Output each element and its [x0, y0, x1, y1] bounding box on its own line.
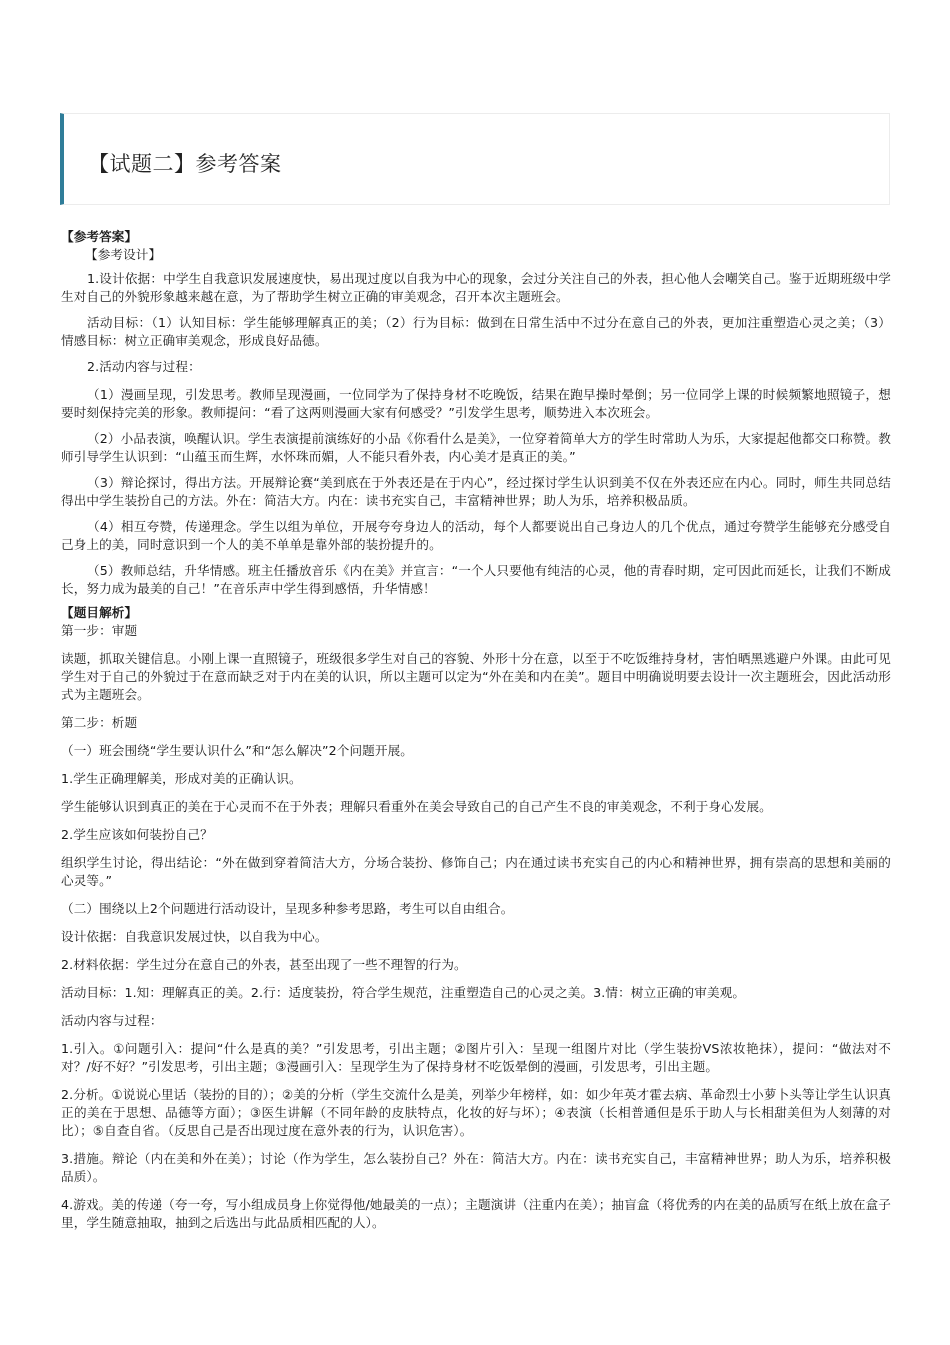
analysis-paragraph: 2.学生应该如何装扮自己？	[61, 827, 213, 842]
analysis-paragraph: 读题，抓取关键信息。小刚上课一直照镜子，班级很多学生对自己的容貌、外形十分在意，以至于不吃饭维持身材，害怕晒黑逃避户外课。由此可见学生对于自己的外貌过于在意而缺乏对于内在美的认识，所以主题可以定为“外在美和内在美”。题目中明确说明要去设计一次主题班会，因此活动形式为主题班会。	[61, 651, 891, 702]
analysis-paragraph: 3.措施。辩论（内在美和外在美）；讨论（作为学生，怎么装扮自己？外在：简洁大方。内在：读书充实自己，丰富精神世界；助人为乐，培养积极品质）。	[61, 1151, 891, 1184]
analysis-paragraph: 活动目标：1.知：理解真正的美。2.行：适度装扮，符合学生规范，注重塑造自己的心灵之美。3.情：树立正确的审美观。	[61, 985, 746, 1000]
answer-paragraph: （1）漫画呈现，引发思考。教师呈现漫画，一位同学为了保持身材不吃晚饭，结果在跑早操时晕倒；另一位同学上课的时候频繁地照镜子，想要时刻保持完美的形象。教师提问：“看了这两则漫画大家有何感受？”引发学生思考，顺势进入本次班会。	[61, 387, 891, 420]
analysis-paragraph: 活动内容与过程：	[61, 1013, 163, 1028]
analysis-paragraph: 4.游戏。美的传递（夸一夸，写小组成员身上你觉得他/她最美的一点）；主题演讲（注重内在美）；抽盲盒（将优秀的内在美的品质写在纸上放在盒子里，学生随意抽取，抽到之后选出与此品质相匹配的人）。	[61, 1197, 891, 1230]
analysis-paragraph: 第一步：审题	[61, 623, 138, 638]
analysis-paragraph: 设计依据：自我意识发展过快，以自我为中心。	[61, 929, 328, 944]
analysis-paragraph: 组织学生讨论，得出结论：“外在做到穿着简洁大方，分场合装扮、修饰自己；内在通过读书充实自己的内心和精神世界，拥有崇高的思想和美丽的心灵等。”	[61, 855, 891, 888]
page-title: 【试题二】参考答案	[88, 152, 282, 176]
answer-paragraph: （4）相互夸赞，传递理念。学生以组为单位，开展夸夸身边人的活动，每个人都要说出自己身边人的几个优点，通过夸赞学生能够充分感受自己身上的美，同时意识到一个人的美不单单是靠外部的装扮提升的。	[61, 519, 891, 552]
answer-paragraph: （5）教师总结，升华情感。班主任播放音乐《内在美》并宣言：“一个人只要他有纯洁的心灵，他的青春时期，定可因此而延长，让我们不断成长，努力成为最美的自己！”在音乐声中学生得到感悟，升华情感！	[61, 563, 891, 596]
analysis-paragraph: 学生能够认识到真正的美在于心灵而不在于外表；理解只看重外在美会导致自己的自己产生不良的审美观念，不利于身心发展。	[61, 799, 772, 814]
answer-subheading: 【参考设计】	[85, 247, 162, 262]
analysis-paragraph: 1.学生正确理解美，形成对美的正确认识。	[61, 771, 302, 786]
analysis-heading: 【题目解析】	[61, 605, 138, 620]
analysis-paragraph: 第二步：析题	[61, 715, 138, 730]
title-box	[60, 113, 890, 205]
analysis-paragraph: 1.引入。①问题引入：提问“什么是真的美？”引发思考，引出主题；②图片引入：呈现一组图片对比（学生装扮VS浓妆艳抹），提问：“做法对不对？/好不好？”引发思考，引出主题；③漫画引入：呈现学生为了保持身材不吃饭晕倒的漫画，引发思考，引出主题。	[61, 1041, 891, 1074]
answer-paragraph: （3）辩论探讨，得出方法。开展辩论赛“美到底在于外表还是在于内心”，经过探讨学生认识到美不仅在外表还应在内心。同时，师生共同总结得出中学生装扮自己的方法。外在：简洁大方。内在：读书充实自己，丰富精神世界；助人为乐，培养积极品质。	[61, 475, 891, 508]
answer-heading: 【参考答案】	[61, 229, 138, 244]
answer-paragraph: （2）小品表演，唤醒认识。学生表演提前演练好的小品《你看什么是美》，一位穿着简单大方的学生时常助人为乐，大家提起他都交口称赞。教师引导学生认识到：“山蕴玉而生辉，水怀珠而媚，人不能只看外表，内心美才是真正的美。”	[61, 431, 891, 464]
document-body	[61, 228, 891, 1232]
answer-paragraph: 活动目标：（1）认知目标：学生能够理解真正的美；（2）行为目标：做到在日常生活中不过分在意自己的外表，更加注重塑造心灵之美；（3）情感目标：树立正确审美观念，形成良好品德。	[61, 315, 891, 348]
analysis-paragraph: （一）班会围绕“学生要认识什么”和“怎么解决”2个问题开展。	[61, 743, 413, 758]
analysis-paragraph: 2.分析。①说说心里话（装扮的目的）；②美的分析（学生交流什么是美，列举少年榜样，如：如少年英才霍去病、革命烈士小萝卜头等让学生认识真正的美在于思想、品德等方面）；③医生讲解（不同年龄的皮肤特点，化妆的好与坏）；④表演（长相普通但是乐于助人与长相甜美但为人刻薄的对比）；⑤自查自省。（反思自己是否出现过度在意外表的行为，认识危害）。	[61, 1087, 891, 1138]
answer-paragraph: 2.活动内容与过程：	[87, 359, 201, 374]
analysis-paragraph: （二）围绕以上2个问题进行活动设计，呈现多种参考思路，考生可以自由组合。	[61, 901, 514, 916]
answer-paragraph: 1.设计依据：中学生自我意识发展速度快，易出现过度以自我为中心的现象，会过分关注自己的外表，担心他人会嘲笑自己。鉴于近期班级中学生对自己的外貌形象越来越在意，为了帮助学生树立正确的审美观念，召开本次主题班会。	[61, 271, 891, 304]
analysis-paragraph: 2.材料依据：学生过分在意自己的外表，甚至出现了一些不理智的行为。	[61, 957, 467, 972]
